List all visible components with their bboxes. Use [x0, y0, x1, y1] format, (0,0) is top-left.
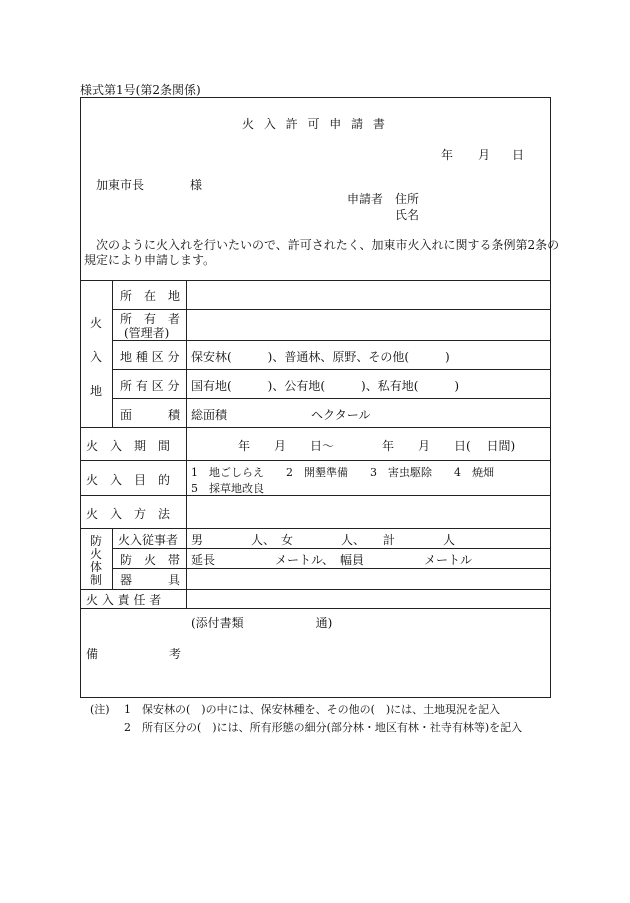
- frame-top: [80, 97, 551, 98]
- responsible-label: 火 入 責 任 者: [86, 593, 162, 607]
- remarks-label-left: 備: [86, 647, 99, 661]
- period-bottom-line: [80, 460, 551, 461]
- equipment-label: 器 具: [120, 573, 181, 587]
- area-value: 総面積 ヘクタール: [191, 408, 371, 422]
- table-top-line: [80, 280, 551, 281]
- fire-group-char-4: 制: [90, 573, 103, 587]
- fire-group-char-1: 防: [90, 534, 103, 548]
- land-row-line-3: [112, 369, 551, 370]
- land-bottom-line: [80, 427, 551, 428]
- frame-bottom: [80, 697, 551, 698]
- land-group-divider: [112, 280, 113, 428]
- note-2: 2 所有区分の( )には、所有形態の細分(部分林・地区有林・社寺有林等)を記入: [124, 721, 523, 734]
- addressee: 加東市長: [96, 178, 145, 192]
- notes-prefix: (注): [90, 703, 110, 716]
- workers-value: 男 人、 女 人、 計 人: [191, 533, 456, 547]
- fire-group-char-2: 火: [90, 547, 103, 561]
- date-year: 年: [441, 148, 454, 162]
- remarks-label-right: 考: [169, 647, 182, 661]
- owner-sub-label: (管理者): [124, 326, 170, 340]
- purpose-label: 火 入 目 的: [86, 473, 171, 487]
- honorific: 様: [190, 178, 203, 192]
- purpose-line-2: 5 採草地改良: [191, 482, 264, 495]
- purpose-line-1: 1 地ごしらえ 2 開墾準備 3 害虫駆除 4 焼畑: [191, 466, 494, 479]
- owner-label: 所 有 者: [120, 312, 181, 326]
- label-column-divider: [186, 280, 187, 608]
- firebreak-label: 防 火 帯: [120, 553, 181, 567]
- note-1: 1 保安林の( )の中には、保安林種を、その他の( )には、土地現況を記入: [124, 703, 501, 716]
- ownership-value: 国有地( )、公有地( )、私有地( ): [191, 379, 460, 393]
- land-row-line-4: [112, 398, 551, 399]
- period-label: 火 入 期 間: [86, 439, 171, 453]
- name-label: 氏名: [395, 208, 420, 222]
- firesafety-bottom-line: [80, 589, 551, 590]
- ownership-label: 所 有 区 分: [120, 379, 180, 393]
- responsible-bottom-line: [80, 608, 551, 609]
- location-label: 所 在 地: [120, 289, 181, 303]
- land-type-label: 地 種 区 分: [120, 350, 180, 364]
- land-group-char-2: 入: [90, 350, 103, 364]
- purpose-bottom-line: [80, 495, 551, 496]
- area-label: 面 積: [120, 408, 181, 422]
- form-title: 火 入 許 可 申 請 書: [242, 117, 388, 131]
- firebreak-value: 延長 メートル、 幅員 メートル: [191, 553, 473, 567]
- land-row-line-2: [112, 340, 551, 341]
- period-value: 年 月 日～ 年 月 日( 日間): [238, 439, 516, 453]
- attachments-text: (添付書類 通): [191, 616, 333, 630]
- land-group-char-1: 火: [90, 316, 103, 330]
- method-label: 火 入 方 法: [86, 507, 171, 521]
- land-type-value: 保安林( )、普通林、原野、その他( ): [191, 350, 450, 364]
- applicant-label: 申請者: [347, 192, 384, 206]
- land-group-char-3: 地: [90, 384, 103, 398]
- intro-line-2: 規定により申請します。: [84, 253, 216, 267]
- intro-line-1: 次のように火入れを行いたいので、許可されたく、加東市火入れに関する条例第2条の: [96, 238, 560, 252]
- workers-label: 火入従事者: [118, 533, 179, 547]
- form-number: 様式第1号(第2条関係): [80, 83, 201, 97]
- date-day: 日: [512, 148, 525, 162]
- fire-group-char-3: 体: [90, 560, 103, 574]
- date-month: 月: [478, 148, 491, 162]
- fire-row-line-1: [112, 548, 551, 549]
- method-bottom-line: [80, 528, 551, 529]
- fire-row-line-2: [112, 568, 551, 569]
- fire-group-divider: [112, 528, 113, 590]
- address-label: 住所: [395, 192, 420, 206]
